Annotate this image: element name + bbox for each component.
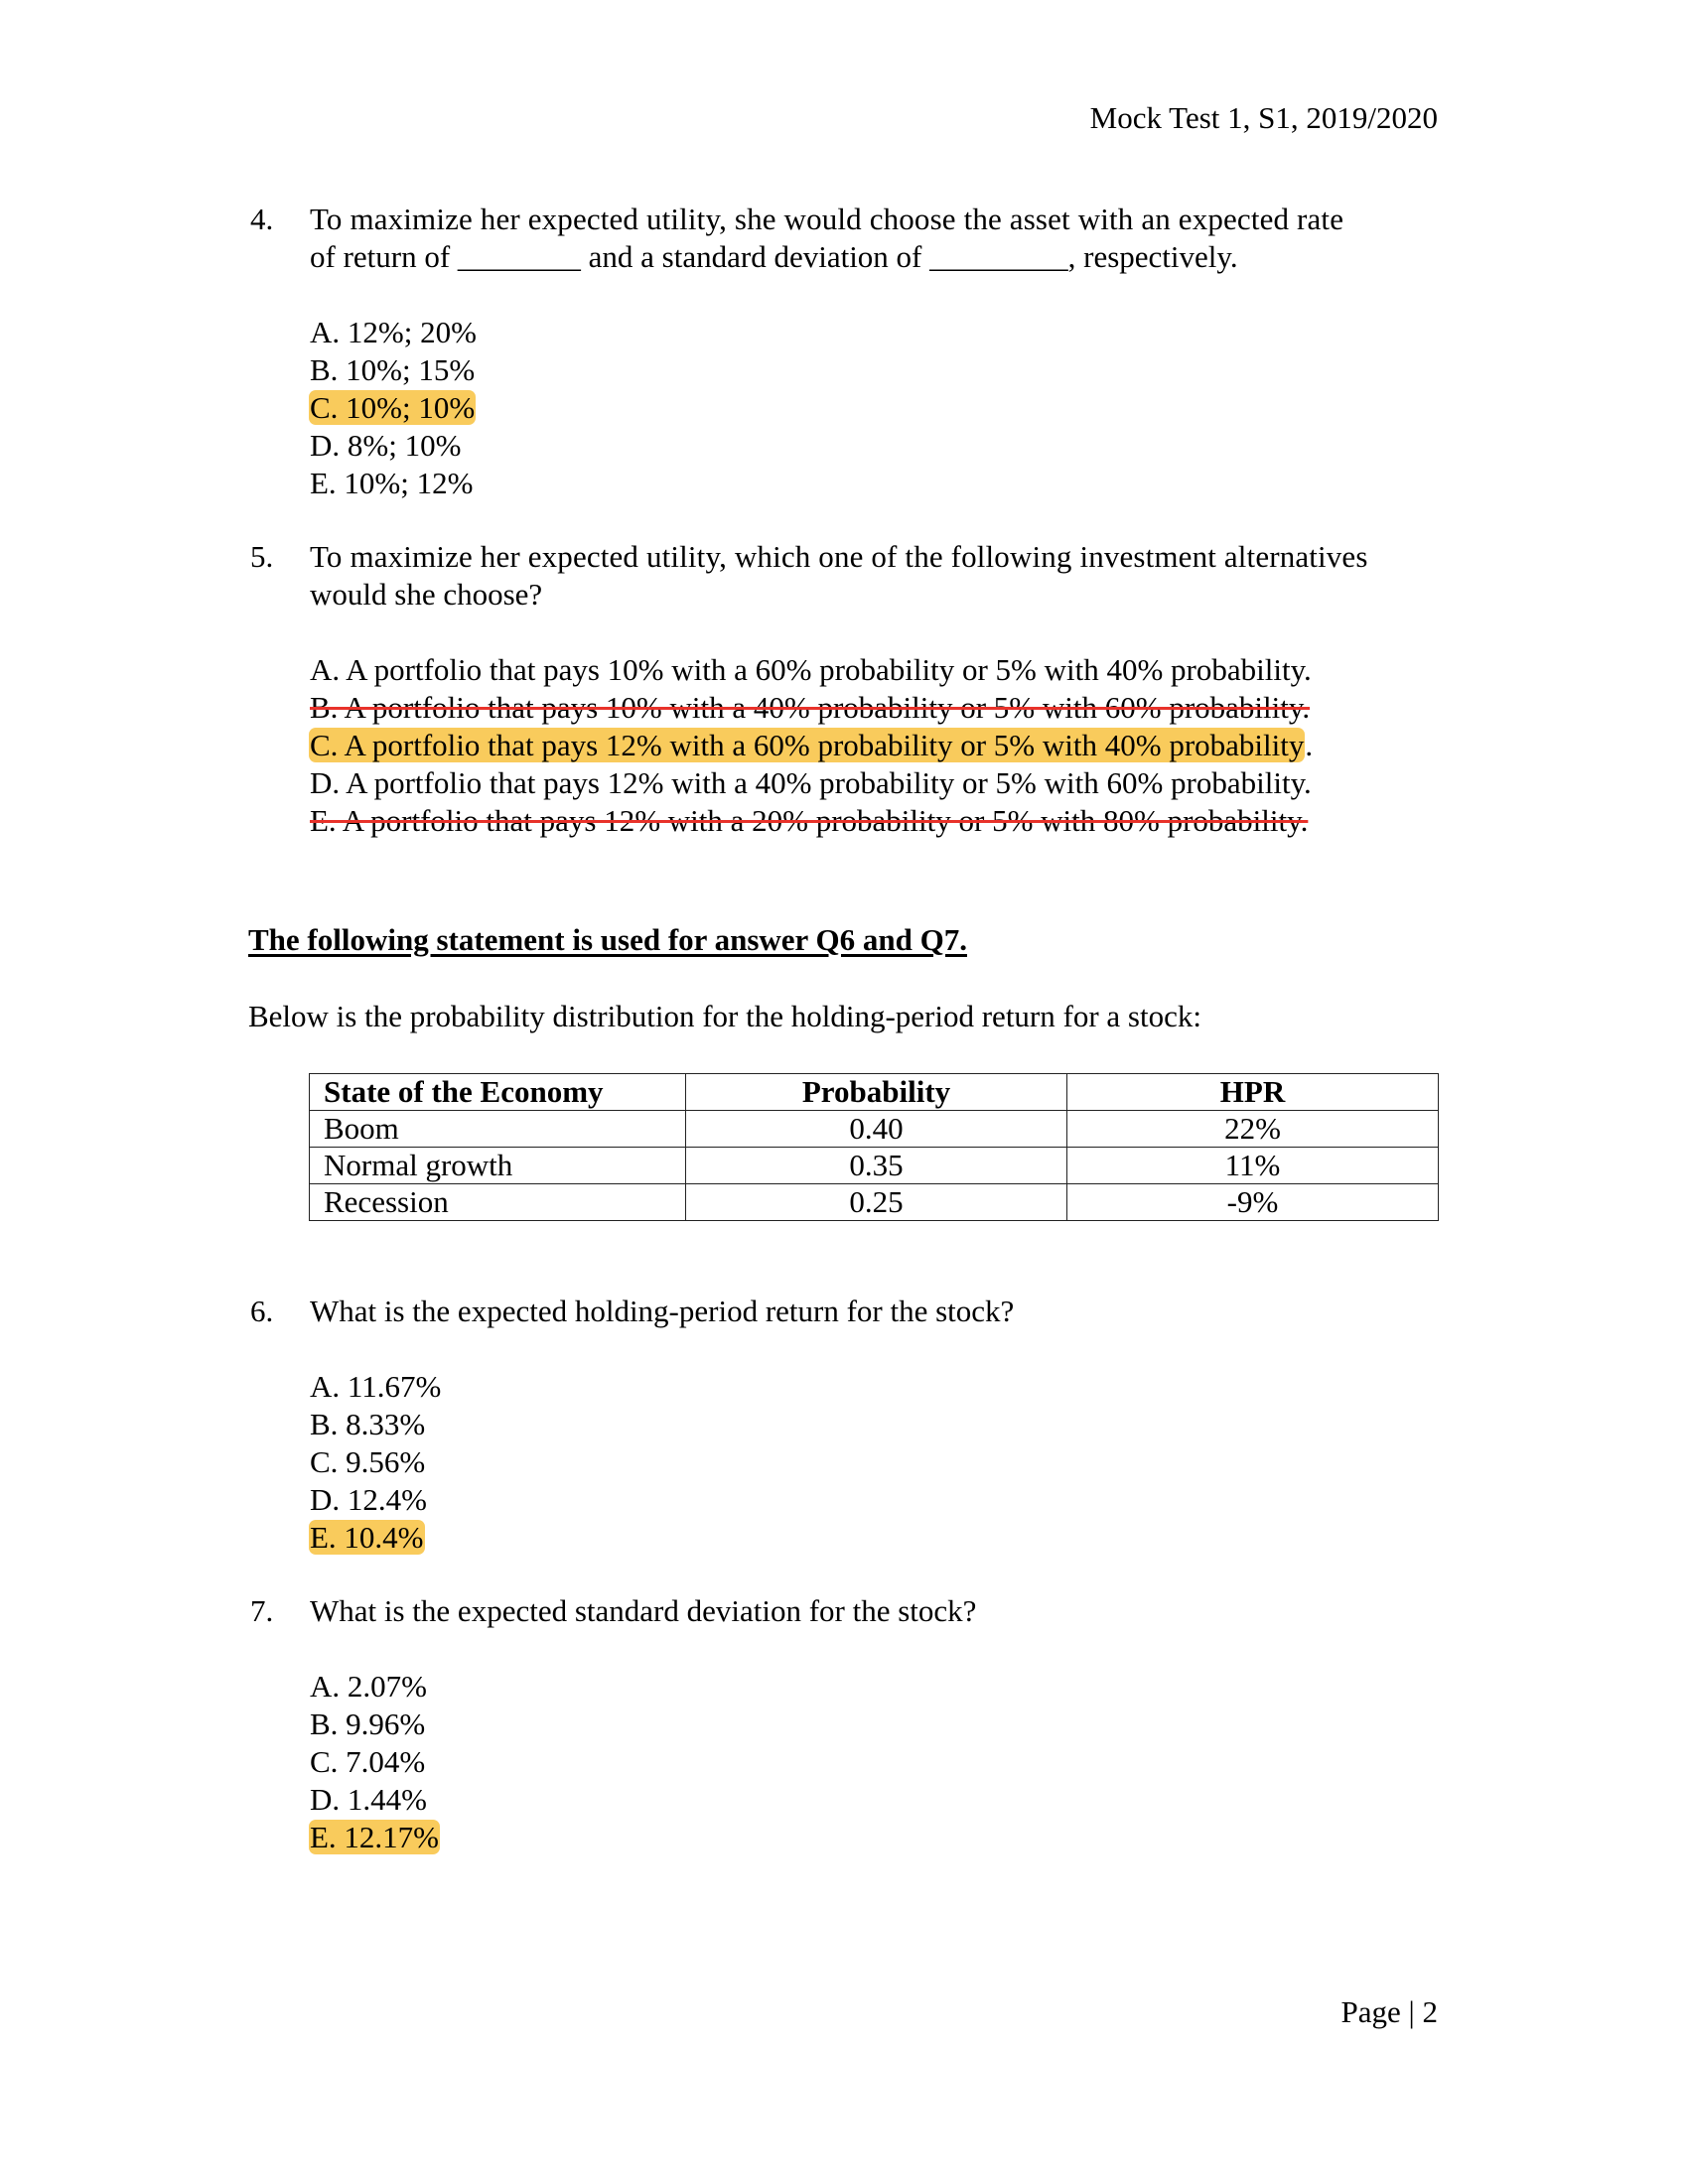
cell-hpr: 11% — [1067, 1148, 1439, 1184]
header-state: State of the Economy — [310, 1074, 686, 1111]
q5-option-d-label: D. A portfolio that pays 12% with a 40% probability or 5% with 60% probability. — [310, 765, 1312, 800]
question-5-number: 5. — [250, 539, 274, 574]
q5-option-c-label-highlighted: C. A portfolio that pays 12% with a 60% probability or 5% with 40% probability — [310, 728, 1305, 762]
q5-option-c[interactable] — [310, 727, 1313, 764]
cell-state: Recession — [310, 1184, 686, 1221]
cell-probability: 0.25 — [686, 1184, 1067, 1221]
cell-hpr: 22% — [1067, 1111, 1439, 1148]
cell-probability: 0.35 — [686, 1148, 1067, 1184]
q7-option-c-label: C. 7.04% — [310, 1744, 426, 1779]
q7-option-d-label: D. 1.44% — [310, 1782, 427, 1817]
q5-option-a-label: A. A portfolio that pays 10% with a 60% probability or 5% with 40% probability. — [310, 652, 1312, 687]
q5-option-e[interactable] — [310, 802, 1313, 840]
question-6-options — [310, 1368, 441, 1557]
q4-option-e[interactable] — [310, 465, 477, 502]
q5-option-d[interactable] — [310, 764, 1313, 802]
question-5-line-2: would she choose? — [310, 577, 543, 612]
q6-option-b[interactable] — [310, 1406, 441, 1443]
q7-option-b[interactable] — [310, 1706, 440, 1743]
page-number: Page | 2 — [1340, 1994, 1438, 2029]
q5-option-b-label-struck: B. A portfolio that pays 10% with a 40% probability or 5% with 60% probability. — [310, 690, 1311, 725]
q4-option-a-label: A. 12%; 20% — [310, 315, 477, 349]
q6-option-c-label: C. 9.56% — [310, 1444, 426, 1479]
question-4-options — [310, 314, 477, 502]
q6-option-c[interactable] — [310, 1443, 441, 1481]
q4-option-b-label: B. 10%; 15% — [310, 352, 476, 387]
question-7-number: 7. — [250, 1593, 274, 1628]
q7-option-a[interactable] — [310, 1668, 440, 1706]
q6-option-e-label-highlighted: E. 10.4% — [310, 1520, 424, 1555]
q7-option-e-label-highlighted: E. 12.17% — [310, 1820, 440, 1854]
q4-option-c-label-highlighted: C. 10%; 10% — [310, 390, 476, 425]
q4-option-b[interactable] — [310, 351, 477, 389]
table-row — [310, 1148, 1439, 1184]
question-7-options — [310, 1668, 440, 1856]
question-6-number: 6. — [250, 1294, 274, 1328]
q6-option-b-label: B. 8.33% — [310, 1407, 426, 1441]
question-7-text: What is the expected standard deviation for the stock? — [310, 1593, 977, 1628]
q7-option-d[interactable] — [310, 1781, 440, 1819]
question-5-options — [310, 651, 1313, 840]
q7-option-a-label: A. 2.07% — [310, 1669, 427, 1704]
q4-option-d-label: D. 8%; 10% — [310, 428, 462, 463]
question-4-number: 4. — [250, 202, 274, 236]
section-intro: Below is the probability distribution for the holding-period return for a stock: — [248, 999, 1201, 1033]
q6-option-d[interactable] — [310, 1481, 441, 1519]
q4-option-a[interactable] — [310, 314, 477, 351]
q7-option-e[interactable] — [310, 1819, 440, 1856]
question-5-text — [310, 538, 1439, 614]
table-row — [310, 1184, 1439, 1221]
table-row — [310, 1111, 1439, 1148]
header-hpr: HPR — [1067, 1074, 1439, 1111]
q7-option-b-label: B. 9.96% — [310, 1706, 426, 1741]
cell-hpr: -9% — [1067, 1184, 1439, 1221]
cell-state: Boom — [310, 1111, 686, 1148]
question-4-text — [310, 201, 1439, 276]
question-4-line-2: of return of ________ and a standard deviation of _________, respectively. — [310, 239, 1238, 274]
q5-option-b[interactable] — [310, 689, 1313, 727]
cell-state: Normal growth — [310, 1148, 686, 1184]
question-5-line-1: To maximize her expected utility, which one of the following investment alternatives — [310, 539, 1368, 574]
question-4-line-1: To maximize her expected utility, she would choose the asset with an expected rate — [310, 202, 1344, 236]
cell-probability: 0.40 — [686, 1111, 1067, 1148]
q4-option-d[interactable] — [310, 427, 477, 465]
q6-option-e[interactable] — [310, 1519, 441, 1557]
q5-option-a[interactable] — [310, 651, 1313, 689]
q5-option-c-period: . — [1305, 728, 1314, 762]
q6-option-a[interactable] — [310, 1368, 441, 1406]
header-probability: Probability — [686, 1074, 1067, 1111]
q6-option-d-label: D. 12.4% — [310, 1482, 427, 1517]
q4-option-e-label: E. 10%; 12% — [310, 466, 474, 500]
table-header-row — [310, 1074, 1439, 1111]
probability-distribution-table — [309, 1073, 1439, 1221]
q6-option-a-label: A. 11.67% — [310, 1369, 442, 1404]
q7-option-c[interactable] — [310, 1743, 440, 1781]
question-6-text: What is the expected holding-period return for the stock? — [310, 1294, 1015, 1328]
page-header: Mock Test 1, S1, 2019/2020 — [1089, 100, 1438, 135]
q4-option-c[interactable] — [310, 389, 477, 427]
section-heading: The following statement is used for answer Q6 and Q7. — [248, 922, 967, 957]
q5-option-e-label-struck: E. A portfolio that pays 12% with a 20% probability or 5% with 80% probability. — [310, 803, 1309, 838]
